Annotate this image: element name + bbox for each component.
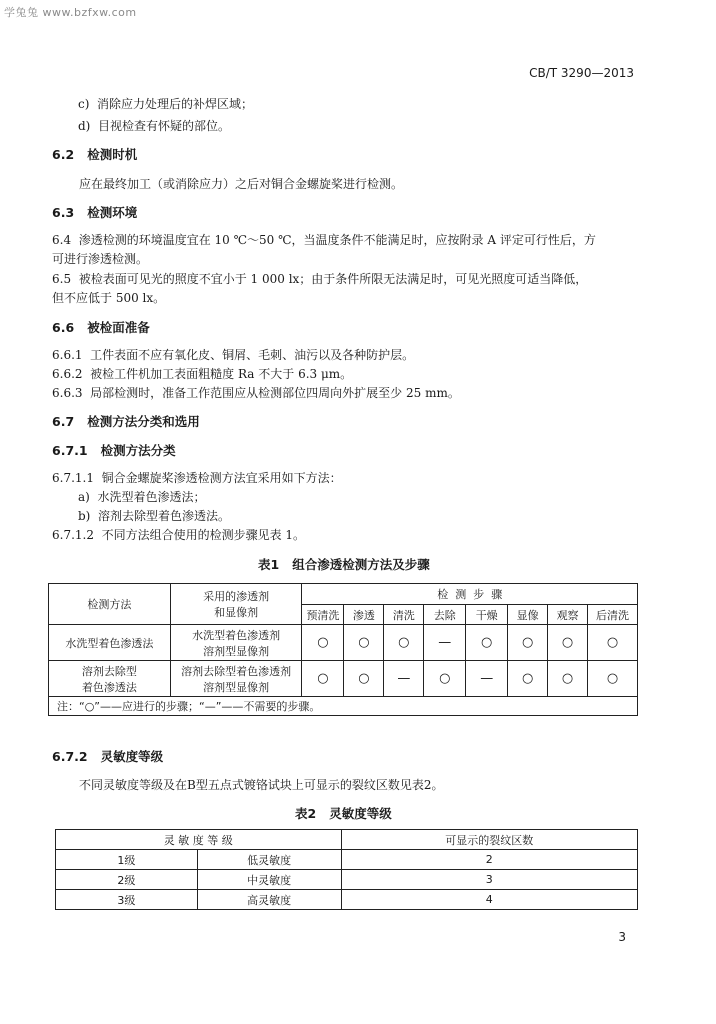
step-mark: ○	[588, 625, 638, 661]
paragraph-6-5-line1: 6.5 被检表面可见光的照度不宜小于 1 000 lx；由于条件所限无法满足时，可见光照度可适当降低，	[52, 272, 588, 286]
count-cell: 2	[341, 850, 637, 870]
header-agent	[170, 584, 302, 625]
step-header: 清洗	[384, 605, 424, 625]
step-mark: —	[384, 661, 424, 697]
step-mark: ○	[508, 625, 548, 661]
section-heading-6-2: 6.2 检测时机	[52, 147, 138, 162]
paragraph-6-6-1: 6.6.1 工件表面不应有氧化皮、铜屑、毛刺、油污以及各种防护层。	[52, 348, 415, 362]
step-mark: —	[424, 625, 466, 661]
table-row	[49, 661, 638, 697]
step-header: 干燥	[466, 605, 508, 625]
step-header: 渗透	[344, 605, 384, 625]
section-heading-6-3: 6.3 检测环境	[52, 205, 138, 220]
step-mark: ○	[466, 625, 508, 661]
table-2	[55, 829, 638, 910]
paragraph-6-7-2: 不同灵敏度等级及在B型五点式镀铬试块上可显示的裂纹区数见表2。	[79, 778, 444, 792]
step-mark: ○	[302, 661, 344, 697]
sensitivity-cell: 中灵敏度	[197, 870, 341, 890]
table-row	[49, 625, 638, 661]
table1-note: 注：“○”——应进行的步骤；“—”——不需要的步骤。	[49, 697, 638, 716]
grade-cell: 2级	[56, 870, 198, 890]
method-line1: 溶剂去除型	[81, 664, 137, 678]
page-number: 3	[618, 930, 626, 944]
agent-line2: 溶剂型显像剂	[203, 644, 270, 658]
standard-number: CB/T 3290—2013	[529, 66, 634, 80]
paragraph-6-4-line2: 可进行渗透检测。	[52, 252, 149, 266]
agent-cell	[170, 625, 302, 661]
agent-line2: 溶剂型显像剂	[203, 680, 270, 694]
step-mark: ○	[344, 661, 384, 697]
header-method: 检测方法	[49, 584, 171, 625]
table2-caption: 表2 灵敏度等级	[295, 806, 392, 821]
header-agent-line1: 采用的渗透剂	[203, 590, 270, 603]
sensitivity-cell: 高灵敏度	[197, 890, 341, 910]
watermark-text: 学兔兔 www.bzfxw.com	[4, 6, 137, 19]
section-heading-6-6: 6.6 被检面准备	[52, 320, 150, 335]
method-cell	[49, 661, 171, 697]
table-1	[48, 583, 638, 716]
step-header: 去除	[424, 605, 466, 625]
step-header: 后清洗	[588, 605, 638, 625]
step-mark: ○	[344, 625, 384, 661]
header-count: 可显示的裂纹区数	[341, 830, 637, 850]
table-row	[56, 850, 638, 870]
header-level: 灵 敏 度 等 级	[56, 830, 342, 850]
step-mark: ○	[302, 625, 344, 661]
agent-cell	[170, 661, 302, 697]
step-mark: ○	[424, 661, 466, 697]
list-item-b: b) 溶剂去除型着色渗透法。	[78, 509, 230, 523]
step-header: 显像	[508, 605, 548, 625]
step-mark: ○	[548, 625, 588, 661]
paragraph-6-7-1-1: 6.7.1.1 铜合金螺旋桨渗透检测方法宜采用如下方法：	[52, 471, 342, 485]
paragraph-6-2: 应在最终加工（或消除应力）之后对铜合金螺旋桨进行检测。	[79, 177, 404, 191]
paragraph-6-7-1-2: 6.7.1.2 不同方法组合使用的检测步骤见表 1。	[52, 528, 306, 542]
step-header: 观察	[548, 605, 588, 625]
table-row	[56, 870, 638, 890]
count-cell: 3	[341, 870, 637, 890]
paragraph-6-6-3: 6.6.3 局部检测时，准备工作范围应从检测部位四周向外扩展至少 25 mm。	[52, 386, 460, 400]
section-heading-6-7-2: 6.7.2 灵敏度等级	[52, 749, 164, 764]
header-steps: 检 测 步 骤	[302, 584, 638, 605]
list-item-d: d) 目视检查有怀疑的部位。	[78, 119, 230, 133]
sensitivity-cell: 低灵敏度	[197, 850, 341, 870]
method-line1: 水洗型着色渗透法	[65, 636, 154, 650]
table-row	[56, 890, 638, 910]
step-mark: ○	[384, 625, 424, 661]
header-agent-line2: 和显像剂	[214, 606, 259, 619]
count-cell: 4	[341, 890, 637, 910]
step-header: 预清洗	[302, 605, 344, 625]
step-mark: ○	[548, 661, 588, 697]
agent-line1: 溶剂去除型着色渗透剂	[181, 664, 292, 678]
paragraph-6-6-2: 6.6.2 被检工件机加工表面粗糙度 Ra 不大于 6.3 μm。	[52, 367, 353, 381]
list-item-a: a) 水洗型着色渗透法；	[78, 490, 206, 504]
grade-cell: 3级	[56, 890, 198, 910]
agent-line1: 水洗型着色渗透剂	[192, 628, 281, 642]
paragraph-6-4-line1: 6.4 渗透检测的环境温度宜在 10 ℃～50 ℃，当温度条件不能满足时，应按附录 A 评定可行性后，方	[52, 233, 596, 247]
step-mark: —	[466, 661, 508, 697]
grade-cell: 1级	[56, 850, 198, 870]
list-item-c: c) 消除应力处理后的补焊区域；	[78, 97, 254, 111]
table1-caption: 表1 组合渗透检测方法及步骤	[258, 557, 430, 572]
section-heading-6-7-1: 6.7.1 检测方法分类	[52, 443, 176, 458]
paragraph-6-5-line2: 但不应低于 500 lx。	[52, 291, 166, 305]
step-mark: ○	[588, 661, 638, 697]
method-line2: 着色渗透法	[81, 680, 137, 694]
method-cell	[49, 625, 171, 661]
step-mark: ○	[508, 661, 548, 697]
section-heading-6-7: 6.7 检测方法分类和选用	[52, 414, 200, 429]
